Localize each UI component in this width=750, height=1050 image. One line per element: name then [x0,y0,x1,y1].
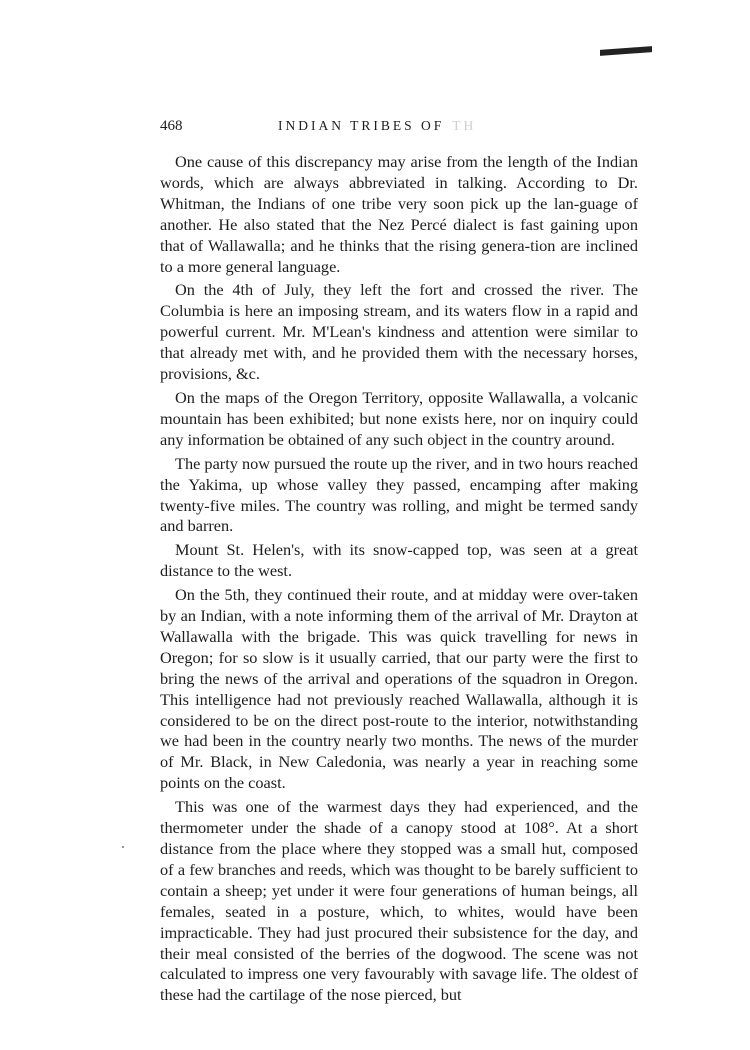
paragraph: The party now pursued the route up the river, and in two hours reached the Yakima, up whose valley they passed, encamping after making twenty-five miles. The country was rolling, and might be termed sandy and barren. [160,453,638,536]
margin-speck [122,846,124,848]
book-page [160,118,638,1009]
paragraph: On the 5th, they continued their route, and at midday were over-taken by an Indian, with a note informing them of the arrival of Mr. Drayton at Wallawalla with the brigade. This was quick travelling for news in Oregon; for so slow is it usually carried, that our party were the first to bring the news of the arrival and operations of the squadron in Oregon. This intelligence had not previously reached Wallawalla, although it is considered to be on the direct post-route to the interior, notwithstanding we had been in the country nearly two months. The news of the murder of Mr. Black, in New Caledonia, was nearly a year in reaching some points on the coast. [160,585,638,793]
paragraph: This was one of the warmest days they had experienced, and the thermometer under the shade of a canopy stood at 108°. At a short distance from the place where they stopped was a small hut, composed of a few branches and reeds, which was thought to be barely sufficient to contain a sheep; yet under it were four generations of human beings, all females, seated in a posture, which, to whites, would have been impracticable. They had just procured their subsistence for the day, and their meal consisted of the berries of the dogwood. The scene was not calculated to impress one very favourably with savage life. The oldest of these had the cartilage of the nose pierced, but [160,797,638,1005]
running-title: INDIAN TRIBES OF [278,118,445,133]
running-head [160,118,638,144]
paragraph: On the maps of the Oregon Territory, opposite Wallawalla, a volcanic mountain has been exhibited; but none exists here, nor on inquiry could any information be obtained of any such object in the country around. [160,387,638,449]
paragraph: On the 4th of July, they left the fort and crossed the river. The Columbia is here an imposing stream, and its waters flow in a rapid and powerful current. Mr. M'Lean's kindness and attention were similar to that already met with, and he provided them with the necessary horses, provisions, &c. [160,280,638,384]
body-text [160,152,638,1006]
paragraph: Mount St. Helen's, with its snow-capped top, was seen at a great distance to the west. [160,540,638,581]
paragraph: One cause of this discrepancy may arise from the length of the Indian words, which are always abbreviated in talking. According to Dr. Whitman, the Indians of one tribe very soon pick up the lan-guage of another. He also stated that the Nez Percé dialect is fast gaining upon that of Wallawalla; and he thinks that the rising genera-tion are inclined to a more general language. [160,152,638,276]
bleed-through-text: TH [452,118,477,133]
page-number: 468 [160,118,183,134]
page-corner-mark [600,46,652,56]
